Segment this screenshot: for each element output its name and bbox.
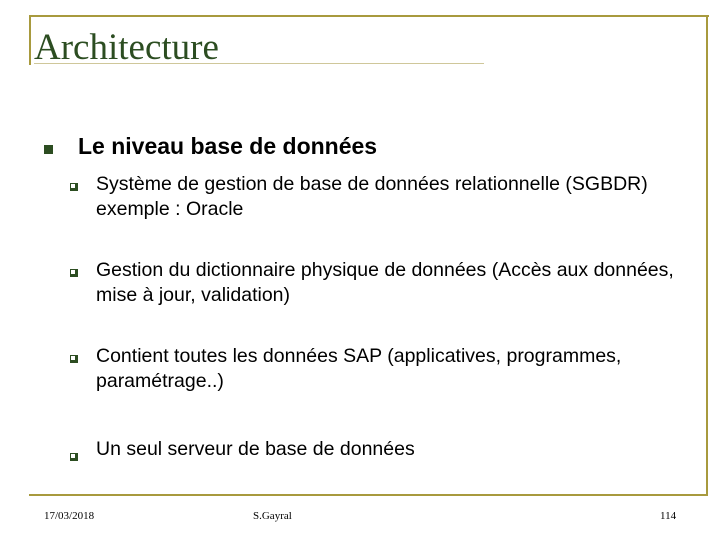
frame-bottom-border: [29, 494, 708, 496]
frame-right-border: [706, 15, 708, 495]
frame-top-border: [29, 15, 709, 17]
checkbox-bullet-icon: [70, 355, 78, 363]
section-heading: Le niveau base de données: [78, 133, 378, 159]
list-item: Système de gestion de base de données relationnelle (SGBDR) exemple : Oracle: [96, 173, 648, 220]
footer-date: 17/03/2018: [44, 510, 95, 522]
list-item: Gestion du dictionnaire physique de données (Accès aux données, mise à jour, validation): [96, 259, 674, 306]
list-item: Un seul serveur de base de données: [96, 438, 415, 460]
footer-page-number: 114: [660, 510, 677, 522]
footer-author: S.Gayral: [253, 510, 292, 522]
checkbox-bullet-icon: [70, 269, 78, 277]
square-bullet-icon: [44, 145, 53, 154]
frame-left-border: [29, 15, 31, 65]
slide-title: Architecture: [34, 27, 219, 68]
title-underline: [34, 63, 484, 64]
list-item: Contient toutes les données SAP (applicatives, programmes, paramétrage..): [96, 345, 622, 392]
checkbox-bullet-icon: [70, 453, 78, 461]
checkbox-bullet-icon: [70, 183, 78, 191]
